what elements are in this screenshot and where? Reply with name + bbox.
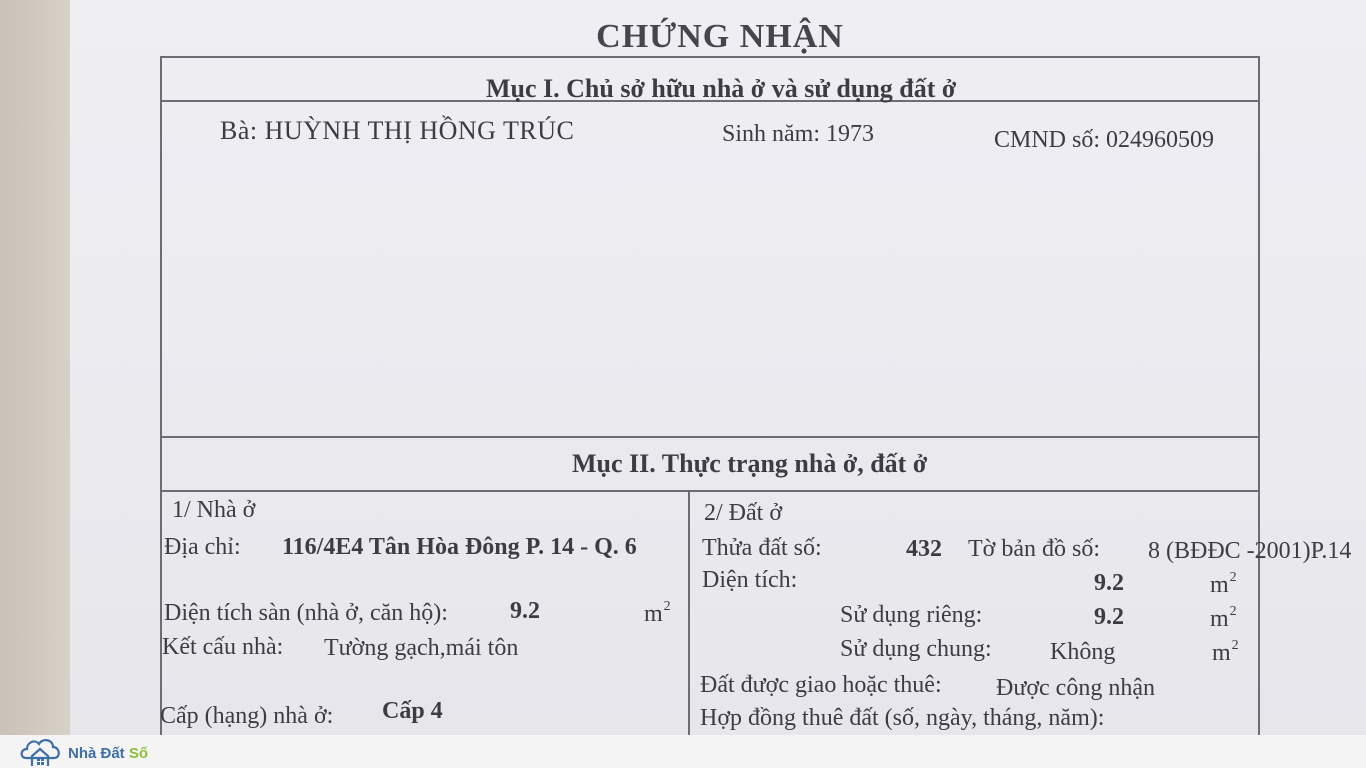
floor-area-value: 9.2 bbox=[510, 598, 540, 624]
structure-label: Kết cấu nhà: bbox=[162, 634, 284, 660]
section2-heading: Mục II. Thực trạng nhà ở, đất ở bbox=[572, 449, 928, 478]
birth-year: Sinh năm: 1973 bbox=[722, 121, 875, 147]
floor-area-label: Diện tích sàn (nhà ở, căn hộ): bbox=[164, 600, 448, 626]
area-unit: $m^2$ bbox=[1210, 570, 1237, 598]
land-label: 2/ Đất ở bbox=[704, 500, 783, 526]
shared-use-label: Sử dụng chung: bbox=[840, 636, 992, 662]
lease-contract-label: Hợp đồng thuê đất (số, ngày, tháng, năm): bbox=[700, 705, 1105, 731]
grade-label: Cấp (hạng) nhà ở: bbox=[160, 703, 334, 729]
id-number: CMND số: 024960509 bbox=[994, 127, 1215, 153]
parcel-value: 432 bbox=[906, 536, 942, 562]
area-value: 9.2 bbox=[1094, 570, 1124, 596]
parcel-label: Thửa đất số: bbox=[702, 535, 822, 561]
document-title: CHỨNG NHẬN bbox=[596, 18, 844, 55]
map-label: Tờ bản đồ số: bbox=[968, 536, 1101, 562]
area-label: Diện tích: bbox=[702, 567, 798, 593]
private-use-value: 9.2 bbox=[1094, 604, 1124, 630]
structure-value: Tường gạch,mái tôn bbox=[324, 635, 519, 661]
shared-use-value: Không bbox=[1050, 639, 1116, 665]
section-divider bbox=[162, 436, 1258, 438]
owner-name: Bà: HUỲNH THỊ HỒNG TRÚC bbox=[220, 116, 575, 145]
section2-heading-divider bbox=[162, 490, 1258, 492]
watermark-bar bbox=[0, 735, 1366, 768]
address-label: Địa chỉ: bbox=[164, 534, 241, 560]
house-cloud-logo-icon bbox=[18, 736, 64, 767]
section1-heading: Mục I. Chủ sở hữu nhà ở và sử dụng đất ở bbox=[486, 74, 957, 103]
map-value: 8 (BĐĐC -2001)P.14 bbox=[1148, 538, 1352, 564]
house-label: 1/ Nhà ở bbox=[172, 497, 256, 523]
private-use-unit: $m^2$ bbox=[1210, 604, 1237, 632]
shared-use-unit: $m^2$ bbox=[1212, 638, 1239, 666]
allocation-value: Được công nhận bbox=[996, 675, 1155, 701]
private-use-label: Sử dụng riêng: bbox=[840, 602, 983, 628]
allocation-label: Đất được giao hoặc thuê: bbox=[700, 672, 942, 698]
floor-area-unit: $m^2$ bbox=[644, 599, 671, 627]
brand-logo-text: Nhà Đất Số bbox=[68, 745, 149, 762]
address-value: 116/4E4 Tân Hòa Đông P. 14 - Q. 6 bbox=[282, 534, 637, 560]
column-divider bbox=[688, 492, 690, 737]
grade-value: Cấp 4 bbox=[382, 698, 443, 724]
